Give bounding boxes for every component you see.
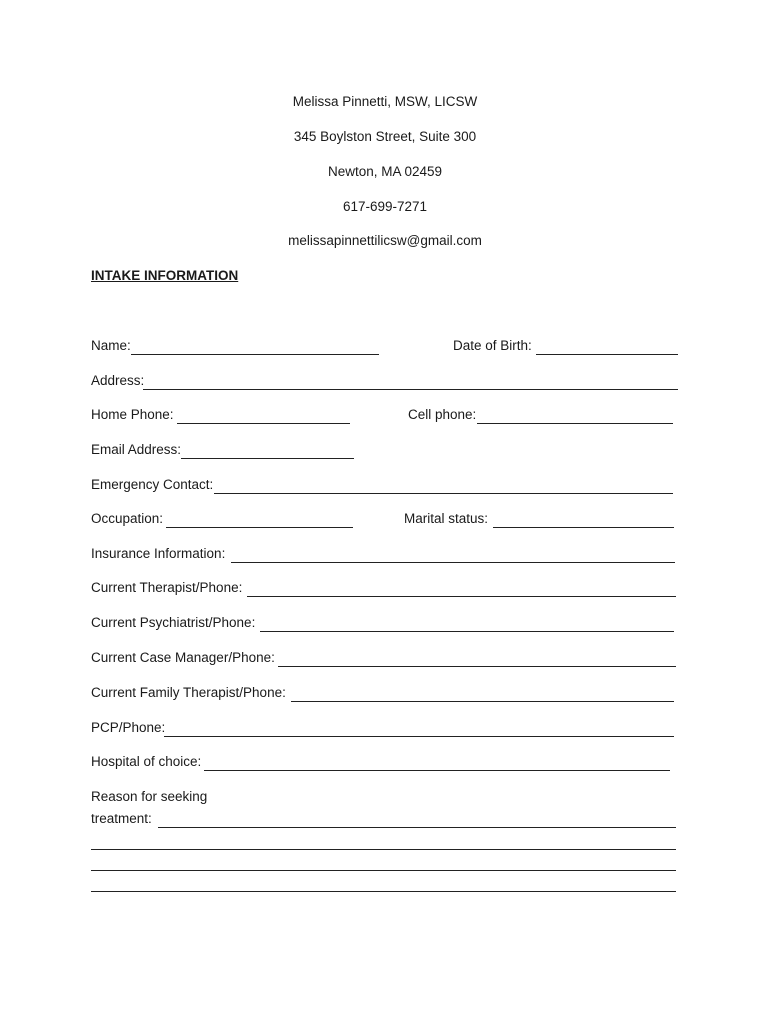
reason-label-line2: treatment: bbox=[91, 811, 152, 826]
marital-status-field[interactable] bbox=[493, 527, 674, 528]
hospital-label: Hospital of choice: bbox=[91, 754, 202, 769]
address-field[interactable] bbox=[143, 389, 678, 390]
home-phone-field[interactable] bbox=[177, 423, 350, 424]
emergency-contact-field[interactable] bbox=[214, 493, 673, 494]
cell-phone-label: Cell phone: bbox=[408, 407, 477, 422]
reason-field-line3[interactable] bbox=[91, 870, 676, 871]
provider-city: Newton, MA 02459 bbox=[327, 164, 443, 179]
dob-label: Date of Birth: bbox=[453, 338, 532, 353]
pcp-label: PCP/Phone: bbox=[91, 720, 166, 735]
occupation-label: Occupation: bbox=[91, 511, 164, 526]
reason-label-line1: Reason for seeking bbox=[91, 789, 208, 804]
section-title: INTAKE INFORMATION bbox=[91, 268, 239, 283]
home-phone-label: Home Phone: bbox=[91, 407, 174, 422]
family-therapist-label: Current Family Therapist/Phone: bbox=[91, 685, 286, 700]
provider-name: Melissa Pinnetti, MSW, LICSW bbox=[292, 94, 478, 109]
therapist-field[interactable] bbox=[247, 596, 676, 597]
therapist-label: Current Therapist/Phone: bbox=[91, 580, 243, 595]
email-field[interactable] bbox=[181, 458, 354, 459]
name-label: Name: bbox=[91, 338, 131, 353]
provider-email: melissapinnettilicsw@gmail.com bbox=[288, 233, 482, 248]
reason-field-line4[interactable] bbox=[91, 891, 676, 892]
dob-field[interactable] bbox=[536, 354, 678, 355]
insurance-field[interactable] bbox=[231, 562, 675, 563]
psychiatrist-label: Current Psychiatrist/Phone: bbox=[91, 615, 256, 630]
provider-street: 345 Boylston Street, Suite 300 bbox=[293, 129, 477, 144]
emergency-contact-label: Emergency Contact: bbox=[91, 477, 214, 492]
occupation-field[interactable] bbox=[166, 527, 353, 528]
psychiatrist-field[interactable] bbox=[260, 631, 674, 632]
case-manager-label: Current Case Manager/Phone: bbox=[91, 650, 275, 665]
reason-field-line2[interactable] bbox=[91, 849, 676, 850]
provider-phone: 617-699-7271 bbox=[342, 199, 428, 214]
name-field[interactable] bbox=[131, 354, 379, 355]
email-label: Email Address: bbox=[91, 442, 182, 457]
family-therapist-field[interactable] bbox=[291, 701, 674, 702]
marital-status-label: Marital status: bbox=[404, 511, 489, 526]
pcp-field[interactable] bbox=[164, 736, 674, 737]
address-label: Address: bbox=[91, 373, 145, 388]
insurance-label: Insurance Information: bbox=[91, 546, 226, 561]
cell-phone-field[interactable] bbox=[477, 423, 673, 424]
reason-field-line1[interactable] bbox=[158, 827, 676, 828]
case-manager-field[interactable] bbox=[278, 666, 676, 667]
hospital-field[interactable] bbox=[204, 770, 670, 771]
